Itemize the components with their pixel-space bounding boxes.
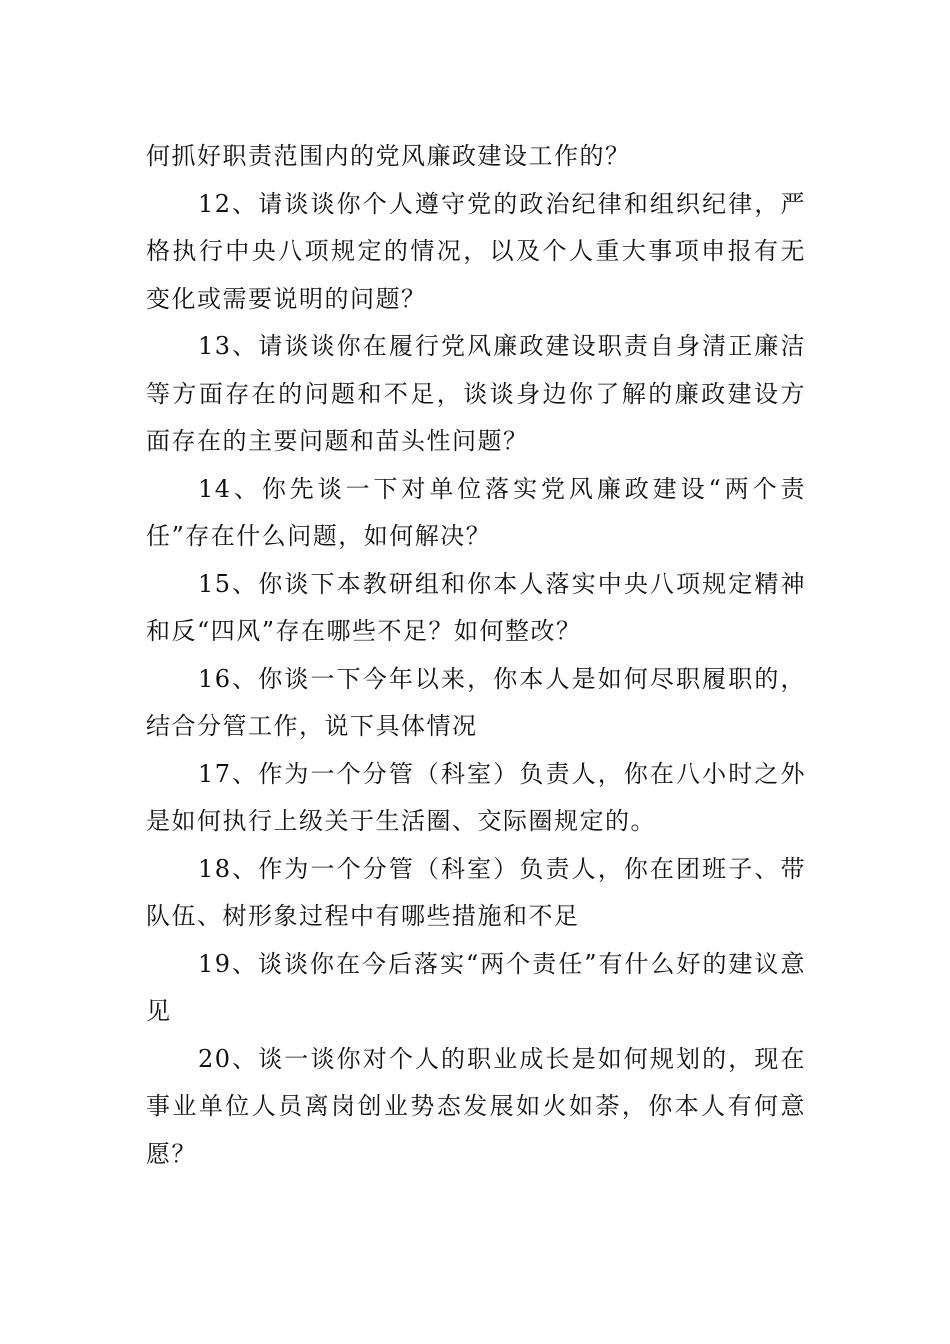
question-14: 14、你先谈一下对单位落实党风廉政建设“两个责任”存在什么问题，如何解决？ xyxy=(146,474,806,550)
question-20: 20、谈一谈你对个人的职业成长是如何规划的，现在事业单位人员离岗创业势态发展如火如荼，你本人有何意愿？ xyxy=(146,1044,806,1168)
paragraph-continuation: 何抓好职责范围内的党风廉政建设工作的？ xyxy=(146,142,631,170)
question-19: 19、谈谈你在今后落实“两个责任”有什么好的建议意见 xyxy=(146,949,806,1025)
question-15: 15、你谈下本教研组和你本人落实中央八项规定精神和反“四风”存在哪些不足？如何整改？ xyxy=(146,569,806,645)
document-body xyxy=(146,133,806,1178)
question-18: 18、作为一个分管（科室）负责人，你在团班子、带队伍、树形象过程中有哪些措施和不足 xyxy=(146,854,806,930)
question-12: 12、请谈谈你个人遵守党的政治纪律和组织纪律，严格执行中央八项规定的情况，以及个人重大事项申报有无变化或需要说明的问题？ xyxy=(146,189,806,313)
question-13: 13、请谈谈你在履行党风廉政建设职责自身清正廉洁等方面存在的问题和不足，谈谈身边你了解的廉政建设方面存在的主要问题和苗头性问题？ xyxy=(146,332,806,455)
question-17: 17、作为一个分管（科室）负责人，你在八小时之外是如何执行上级关于生活圈、交际圈规定的。 xyxy=(146,759,806,835)
question-16: 16、你谈一下今年以来，你本人是如何尽职履职的，结合分管工作，说下具体情况 xyxy=(146,664,806,740)
